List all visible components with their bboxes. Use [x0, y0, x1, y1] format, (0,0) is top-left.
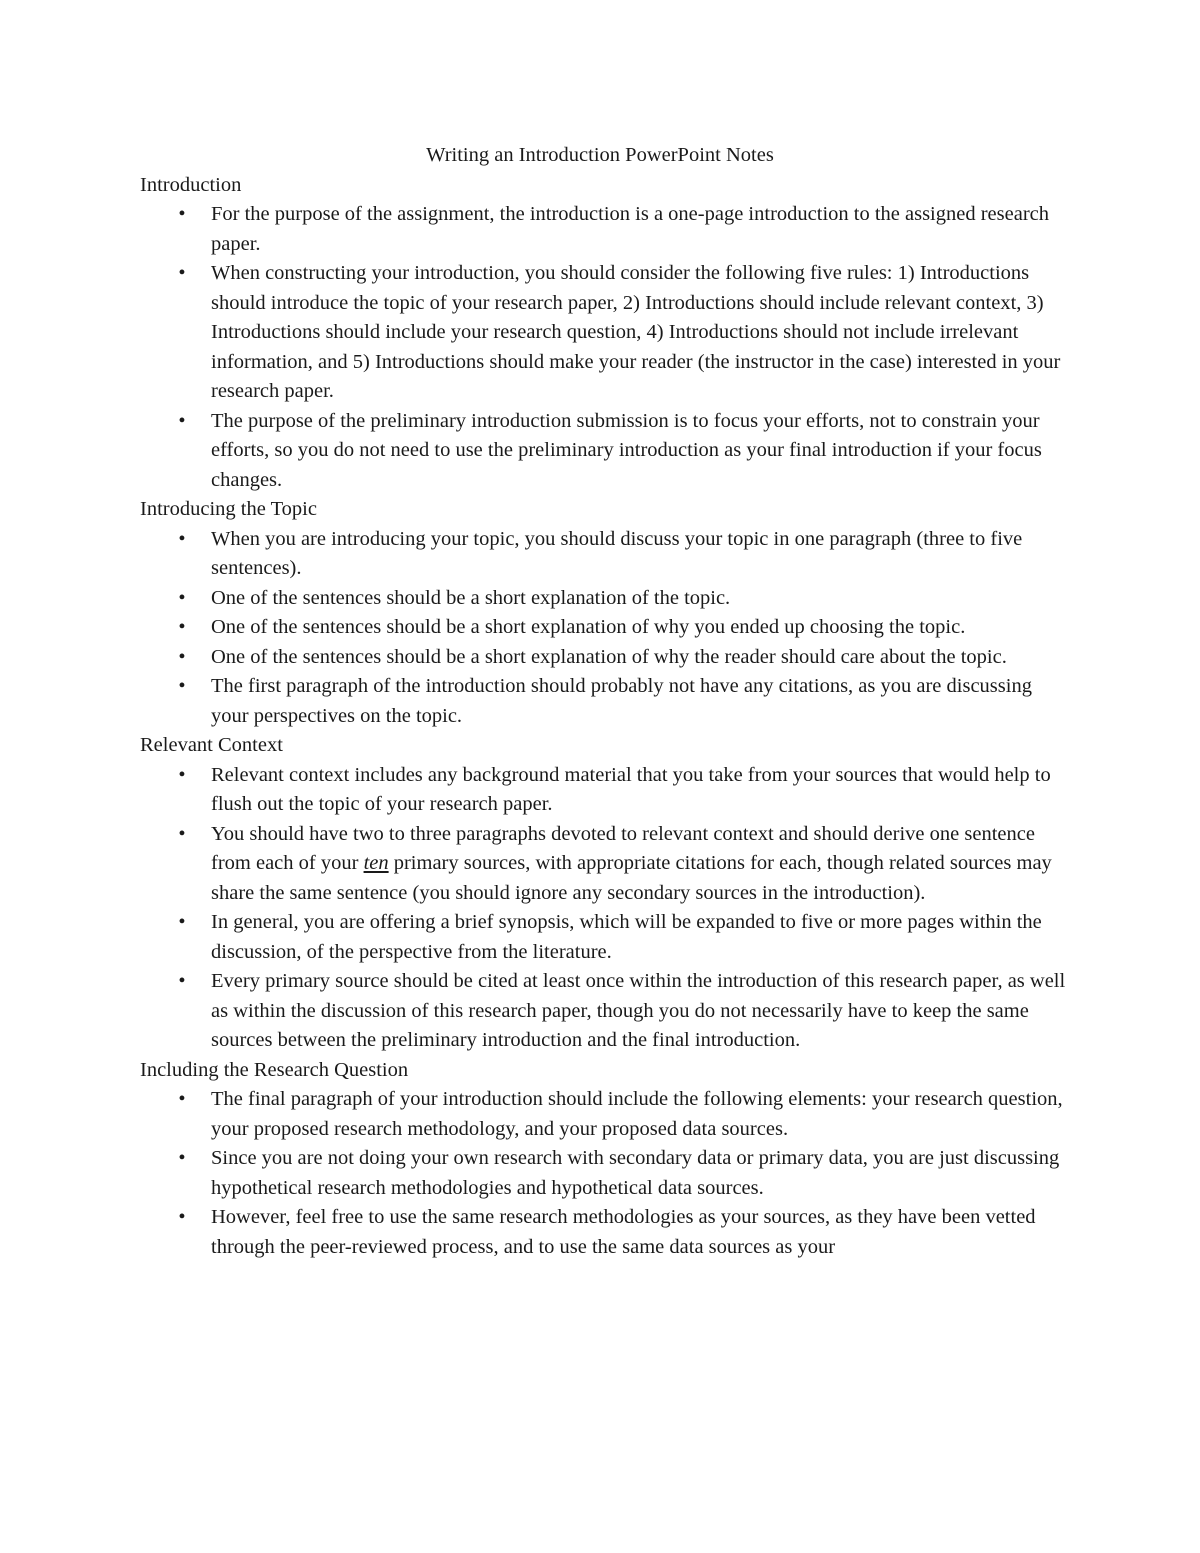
list-item-text: When you are introducing your topic, you should discuss your topic in one paragraph (three to five sentences).	[211, 527, 1023, 579]
list-item	[140, 584, 1070, 614]
list-item-text: Every primary source should be cited at least once within the introduction of this research paper, as well as within the discussion of this research paper, though you do not necessarily have to keep the same sources between the preliminary introduction and the final introduction.	[211, 970, 1066, 1051]
bullet-icon: •	[178, 262, 186, 284]
list-item	[140, 820, 1070, 909]
list-item-text: For the purpose of the assignment, the introduction is a one-page introduction to the assigned research paper.	[211, 203, 1050, 255]
list-item	[140, 1085, 1070, 1144]
list-item	[140, 407, 1070, 496]
list-item-text: One of the sentences should be a short explanation of why the reader should care about the topic.	[211, 645, 1007, 668]
bullet-icon: •	[178, 911, 186, 933]
list-item-text: One of the sentences should be a short explanation of the topic.	[211, 586, 731, 609]
list-item-text: One of the sentences should be a short explanation of why you ended up choosing the topic.	[211, 616, 966, 638]
bullet-list-introduction	[140, 200, 1070, 495]
list-item-text: The purpose of the preliminary introduction submission is to focus your efforts, not to constrain your efforts, so you do not need to use the preliminary introduction as your final introduction if your focus changes.	[211, 409, 1042, 491]
list-item-text: The first paragraph of the introduction should probably not have any citations, as you are discussing your perspectives on the topic.	[211, 675, 1032, 727]
bullet-icon: •	[178, 1088, 186, 1110]
bullet-icon: •	[178, 822, 186, 845]
bullet-list-research-question	[140, 1085, 1070, 1262]
list-item	[140, 1203, 1070, 1262]
bullet-icon: •	[178, 763, 186, 786]
bullet-icon: •	[178, 675, 186, 697]
section-heading-relevant-context: Relevant Context	[140, 734, 283, 756]
section-heading-introduction: Introduction	[140, 173, 242, 196]
list-item-text: When constructing your introduction, you should consider the following five rules: 1) Introductions should introduce the topic of your research paper, 2) Introductions should include relevant context, 3) Introductions should include your research question, 4) Introductions should not include irrelevant information, and 5) Introductions should make your reader (the instructor in the case) interested in your research paper.	[211, 262, 1061, 402]
bullet-icon: •	[178, 616, 186, 638]
bullet-list-relevant-context	[140, 761, 1070, 1056]
list-item	[140, 967, 1070, 1056]
list-item	[140, 525, 1070, 584]
emphasized-word: ten	[363, 852, 389, 874]
list-item	[140, 613, 1070, 643]
bullet-icon: •	[178, 527, 186, 550]
document-body	[140, 141, 1070, 1262]
bullet-icon: •	[178, 409, 186, 432]
list-item-text	[211, 823, 1052, 904]
list-item-text: In general, you are offering a brief synopsis, which will be expanded to five or more pages within the discussion, of the perspective from the literature.	[211, 911, 1042, 963]
list-item-text: Since you are not doing your own research with secondary data or primary data, you are just discussing hypothetical research methodologies and hypothetical data sources.	[211, 1147, 1060, 1199]
list-item	[140, 259, 1070, 407]
document-title: Writing an Introduction PowerPoint Notes	[426, 144, 774, 166]
bullet-icon: •	[178, 645, 186, 668]
list-item	[140, 200, 1070, 259]
bullet-icon: •	[178, 1206, 186, 1228]
list-item	[140, 908, 1070, 967]
section-heading-research-question: Including the Research Question	[140, 1058, 409, 1081]
list-item	[140, 761, 1070, 820]
bullet-icon: •	[178, 970, 186, 992]
bullet-icon: •	[178, 586, 186, 609]
list-item-text: However, feel free to use the same research methodologies as your sources, as they have been vetted through the peer-reviewed process, and to use the same data sources as your	[211, 1206, 1036, 1258]
bullet-icon: •	[178, 1147, 186, 1169]
bullet-list-introducing-topic	[140, 525, 1070, 732]
list-item	[140, 643, 1070, 673]
list-item	[140, 1144, 1070, 1203]
list-item-text-before: You should have two to three paragraphs devoted to relevant context and should derive one sentence from each of your	[211, 822, 1035, 874]
list-item-text: Relevant context includes any background material that you take from your sources that would help to flush out the topic of your research paper.	[211, 763, 1051, 815]
section-heading-introducing-topic: Introducing the Topic	[140, 498, 317, 520]
list-item-text-after: primary sources, with appropriate citations for each, though related sources may share the same sentence (you should ignore any secondary sources in the introduction).	[211, 852, 1052, 904]
bullet-icon: •	[178, 203, 186, 225]
list-item-text: The final paragraph of your introduction should include the following elements: your research question, your proposed research methodology, and your proposed data sources.	[211, 1088, 1063, 1140]
list-item	[140, 672, 1070, 731]
